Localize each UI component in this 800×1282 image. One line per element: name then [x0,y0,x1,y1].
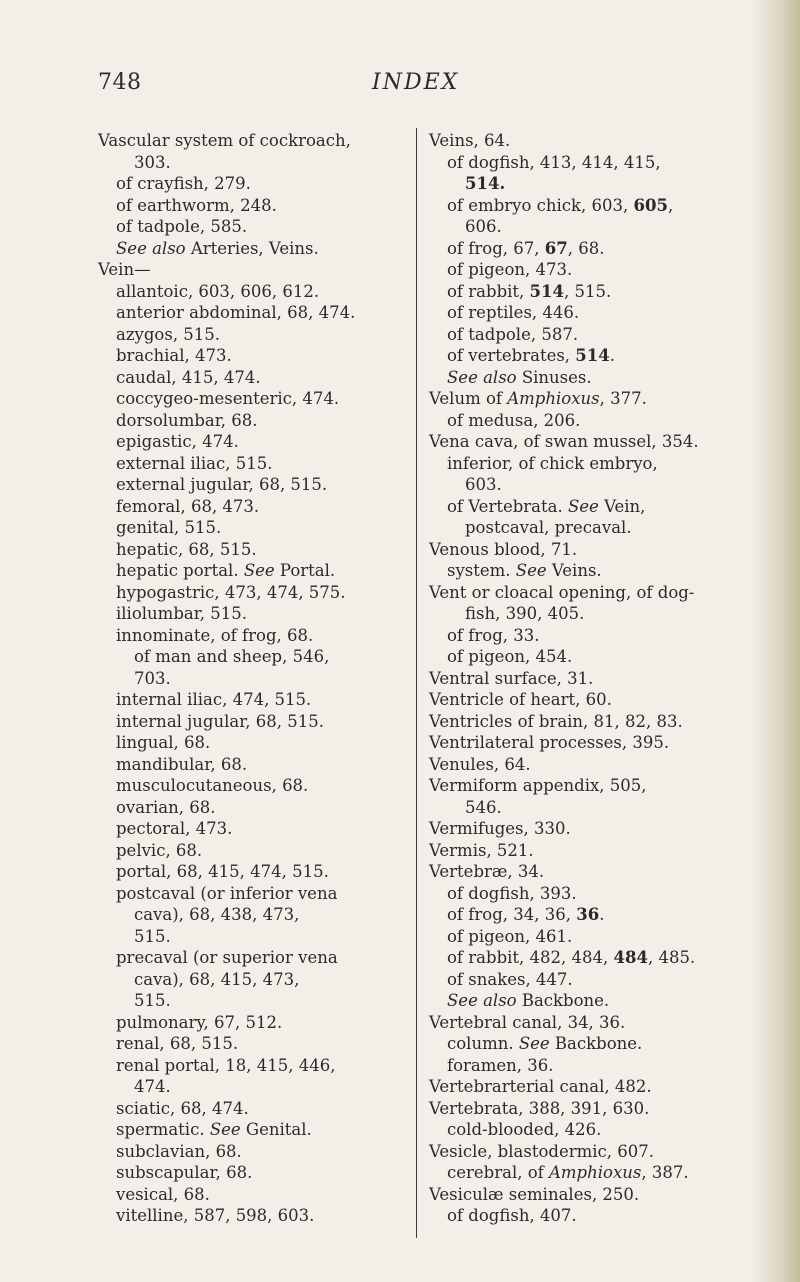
index-entry: Vermis, 521. [429,840,534,860]
index-entry-part: , 377. [599,389,647,408]
index-entry: postcaval (or inferior vena [116,883,338,903]
index-entry: 474. [134,1077,171,1096]
index-entry-part: , 387. [641,1163,689,1182]
index-entry: of reptiles, 446. [447,303,580,322]
index-entry-part: Vein, [598,496,646,516]
index-entry-part: of rabbit, 482, 484, [447,948,614,967]
index-entry: of snakes, 447. [447,969,573,989]
index-entry: Vesiculæ seminales, 250. [429,1184,640,1204]
index-entry: of crayfish, 279. [116,174,251,193]
index-entry [429,238,759,260]
index-entry-part: Portal. [274,561,336,580]
page-header [0,70,800,100]
index-entry: femoral, 68, 473. [116,496,260,516]
index-entry: of medusa, 206. [447,410,581,430]
index-entry: renal, 68, 515. [116,1034,239,1053]
index-entry-part: of frog, 67, [447,238,545,258]
index-entry [429,345,759,367]
index-entry: of dogfish, 393. [447,883,577,903]
index-entry-part: 605 [633,195,668,215]
index-entry: cava), 68, 438, 473, [134,905,300,924]
index-entry-part: , 515. [564,281,612,301]
index-entry: Venules, 64. [429,754,531,774]
index-entry: pulmonary, 67, 512. [116,1012,283,1032]
index-entry [429,947,759,969]
index-entry-part: 484 [613,948,648,967]
index-entry-part: 514 [575,346,610,365]
index-entry: Venous blood, 71. [429,539,578,559]
index-entry: renal portal, 18, 415, 446, [116,1055,336,1075]
index-entry [429,560,759,582]
index-entry: allantoic, 603, 606, 612. [116,281,320,301]
index-entry: portal, 68, 415, 474, 515. [116,862,329,881]
index-entry: Vermiform appendix, 505, [429,776,647,795]
index-entry: of man and sheep, 546, [134,647,330,666]
index-entry: of dogfish, 413, 414, 415, [447,152,661,172]
index-entry-part: spermatic. [116,1120,210,1139]
index-entry-part: Veins. [546,561,602,580]
index-entry-part: , 485. [647,948,696,967]
index-entry: Vascular system of cockroach, [98,131,351,150]
index-entry [429,367,759,389]
index-entry-part: 514 [529,281,564,301]
index-entry: genital, 515. [116,518,222,537]
index-entry: iliolumbar, 515. [116,604,248,623]
index-column-left [98,130,418,1227]
index-entry: brachial, 473. [116,346,232,365]
index-entry: Vertebræ, 34. [429,862,545,881]
index-entry-part: column. [447,1034,519,1053]
index-entry-part: See [209,1120,241,1139]
index-entry: vesical, 68. [116,1184,210,1204]
index-entry-part: of vertebrates, [447,346,576,365]
index-entry-part: 514. [465,174,506,193]
index-entry: of tadpole, 585. [116,217,248,236]
index-entry-part: 36 [576,905,600,924]
running-head: INDEX [372,70,460,95]
index-entry-part: 67 [544,238,568,258]
index-entry: Vena cava, of swan mussel, 354. [429,432,699,451]
index-entry: Vertebrata, 388, 391, 630. [429,1098,650,1118]
index-entry: of pigeon, 473. [447,260,573,279]
index-entry: fish, 390, 405. [465,604,585,623]
index-entry-part: Velum of [429,389,508,408]
index-entry: external iliac, 515. [116,453,273,473]
index-entry: vitelline, 587, 598, 603. [116,1206,315,1225]
index-entry: Vent or cloacal opening, of dog- [429,582,695,602]
index-entry: mandibular, 68. [116,754,248,774]
index-entry: of pigeon, 454. [447,647,573,666]
index-entry-part: of Vertebrata. [447,496,568,516]
index-entry-part: Amphioxus [549,1163,642,1182]
index-entry: postcaval, precaval. [465,518,632,537]
index-entry-part: , 68. [567,238,605,258]
index-entry [429,173,759,195]
index-entry-part: cerebral, of [447,1163,549,1182]
index-entry: Ventral surface, 31. [429,668,594,688]
index-entry [98,560,418,582]
index-entry: of pigeon, 461. [447,926,573,946]
index-entry-part: . [609,346,615,365]
index-entry [429,904,759,926]
index-entry-part: Backbone. [549,1034,643,1053]
index-entry: internal iliac, 474, 515. [116,690,312,709]
page-edge-shadow [752,0,800,1282]
index-entry-part: Sinuses. [516,367,592,387]
index-entry [429,1033,759,1055]
index-entry: of tadpole, 587. [447,324,579,344]
index-entry: 515. [134,991,171,1010]
index-entry: hypogastric, 473, 474, 575. [116,582,346,602]
index-entry: 515. [134,926,171,946]
index-entry [429,195,759,217]
index-entry: anterior abdominal, 68, 474. [116,303,356,322]
index-entry: Vertebral canal, 34, 36. [429,1012,626,1032]
index-entry: external jugular, 68, 515. [116,475,328,494]
index-entry [429,496,759,518]
index-entry: cava), 68, 415, 473, [134,969,300,989]
index-entry [98,1119,418,1141]
index-entry: Vein— [98,260,151,279]
index-entry-part: . [599,905,605,924]
index-entry-part: Backbone. [516,991,610,1010]
index-entry-part: See [515,561,547,580]
index-entry: 303. [134,152,171,172]
index-entry: Ventricles of brain, 81, 82, 83. [429,711,683,731]
index-entry: subscapular, 68. [116,1163,253,1182]
index-entry: hepatic, 68, 515. [116,539,257,559]
index-entry: pelvic, 68. [116,840,203,860]
index-entry: Ventricle of heart, 60. [429,690,612,709]
index-entry: pectoral, 473. [116,819,233,838]
index-entry: Vermifuges, 330. [429,819,571,838]
index-entry: sciatic, 68, 474. [116,1098,249,1118]
index-entry: precaval (or superior vena [116,948,338,967]
index-entry: 606. [465,217,502,236]
index-entry: coccygeo-mesenteric, 474. [116,389,340,408]
index-entry: dorsolumbar, 68. [116,410,258,430]
index-entry: 603. [465,475,502,494]
index-entry: of earthworm, 248. [116,195,277,215]
index-entry: epigastic, 474. [116,432,239,451]
index-entry [429,1162,759,1184]
index-entry [98,238,418,260]
index-entry: Vesicle, blastodermic, 607. [429,1141,654,1161]
index-entry-part: See [518,1034,550,1053]
index-entry-part: , [667,195,674,215]
index-entry: azygos, 515. [116,324,221,344]
index-entry-part: See [567,496,599,516]
index-entry [429,990,759,1012]
column-divider [416,128,417,1238]
index-column-right [429,130,759,1227]
index-entry-part: hepatic portal. [116,561,244,580]
index-entry-part: See also [447,991,517,1010]
index-entry: subclavian, 68. [116,1141,242,1161]
index-entry-part: See [243,561,275,580]
index-entry-part: See also [116,238,186,258]
index-entry: of frog, 33. [447,625,540,645]
index-entry-part: of frog, 34, 36, [447,905,577,924]
index-entry: foramen, 36. [447,1055,554,1075]
index-entry [429,281,759,303]
index-entry-part: Genital. [240,1120,312,1139]
index-entry-part: of rabbit, [447,281,530,301]
index-entry: 703. [134,668,171,688]
index-entry-part: See also [447,367,517,387]
index-entry: innominate, of frog, 68. [116,625,314,645]
page-number: 748 [98,70,142,95]
index-entry-part: Amphioxus [507,389,600,408]
index-entry: 546. [465,797,502,817]
index-entry-part: system. [447,561,516,580]
index-entry: cold-blooded, 426. [447,1120,602,1139]
index-entry-part: Arteries, Veins. [185,238,319,258]
index-entry: lingual, 68. [116,733,211,752]
index-entry: Vertebrarterial canal, 482. [429,1077,652,1096]
index-entry: Veins, 64. [429,131,511,150]
index-entry: Ventrilateral processes, 395. [429,733,670,752]
index-entry: musculocutaneous, 68. [116,776,309,795]
index-entry [429,388,759,410]
index-entry-part: of embryo chick, 603, [447,195,634,215]
index-entry: inferior, of chick embryo, [447,453,658,473]
index-entry: of dogfish, 407. [447,1206,577,1225]
index-entry: internal jugular, 68, 515. [116,711,325,731]
index-entry: ovarian, 68. [116,797,216,817]
index-entry: caudal, 415, 474. [116,367,261,387]
